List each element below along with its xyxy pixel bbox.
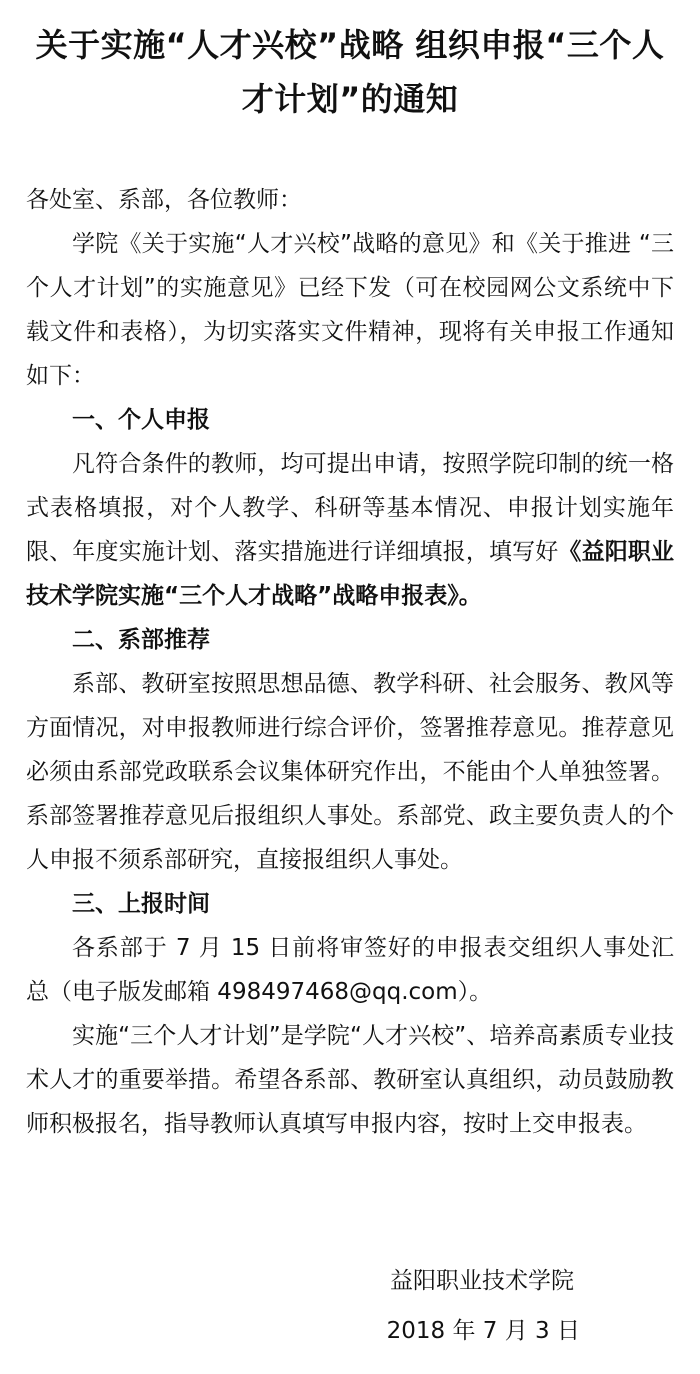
document-title [26, 0, 674, 126]
salutation: 各处室、系部，各位教师： [26, 187, 302, 213]
section-2-paragraph: 系部、教研室按照思想品德、教学科研、社会服务、教风等方面情况，对申报教师进行综合评价，签署推荐意见。推荐意见必须由系部党政联系会议集体研究作出，不能由个人单独签署。系部签署推荐意见后报组织人事处。系部党、政主要负责人的个人申报不须系部研究，直接报组织人事处。 [26, 671, 674, 873]
application-form-name: 《益阳职业技术学院实施“三个人才战略”战略申报表》。 [26, 539, 675, 609]
section-3-paragraph: 各系部于 7 月 15 日前将审签好的申报表交组织人事处汇总（电子版发邮箱 498497468@qq.com）。 [26, 935, 674, 1005]
closing-paragraph: 实施“三个人才计划”是学院“人才兴校”、培养高素质专业技术人才的重要举措。希望各系部、教研室认真组织，动员鼓励教师积极报名，指导教师认真填写申报内容，按时上交申报表。 [26, 1023, 674, 1137]
section-1-text: 凡符合条件的教师，均可提出申请，按照学院印制的统一格式表格填报，对个人教学、科研等基本情况、申报计划实施年限、年度实施计划、落实措施进行详细填报，填写好 [26, 451, 674, 565]
section-2-heading: 二、系部推荐 [72, 627, 210, 653]
issue-date: 2018 年 7 月 3 日 [386, 1318, 580, 1344]
document-body [26, 178, 674, 1146]
signature-block [386, 1256, 580, 1356]
section-3-heading: 三、上报时间 [72, 891, 210, 917]
title-line-1: 关于实施“人才兴校”战略 组织申报“三个人 [35, 26, 665, 64]
title-line-2: 才计划”的通知 [241, 80, 459, 118]
section-1-paragraph [26, 442, 674, 618]
issuing-organization: 益阳职业技术学院 [390, 1268, 574, 1294]
intro-paragraph: 学院《关于实施“人才兴校”战略的意见》和《关于推进 “三个人才计划”的实施意见》已经下发（可在校园网公文系统中下载文件和表格），为切实落实文件精神，现将有关申报工作通知如下： [26, 231, 674, 389]
section-1-heading: 一、个人申报 [72, 407, 210, 433]
